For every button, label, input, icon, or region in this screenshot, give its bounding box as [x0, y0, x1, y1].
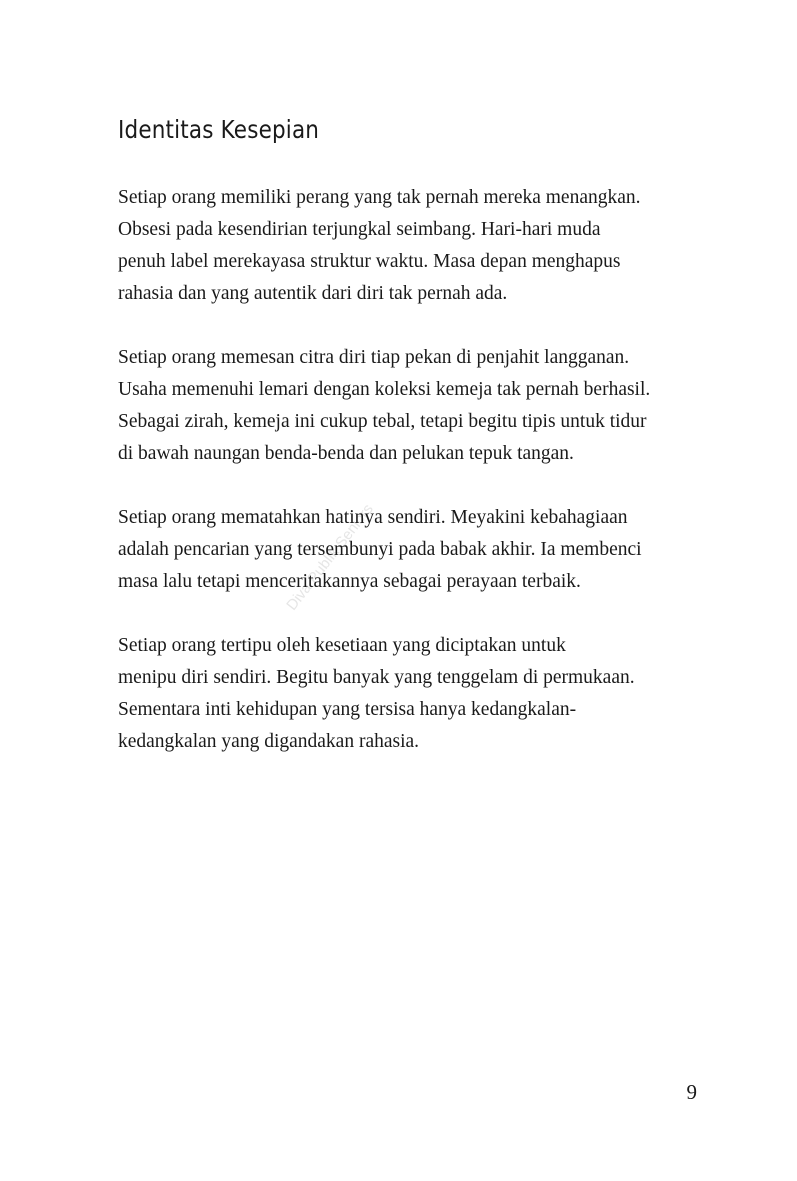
page-title: Identitas Kesepian [118, 115, 320, 144]
text-line: adalah pencarian yang tersembunyi pada babak akhir. Ia membenci [118, 539, 642, 560]
text-line: Setiap orang memiliki perang yang tak pernah mereka menangkan. [118, 187, 641, 208]
text-line: rahasia dan yang autentik dari diri tak pernah ada. [118, 283, 508, 304]
text-line: penuh label merekayasa struktur waktu. Masa depan menghapus [118, 251, 621, 272]
text-line: Setiap orang memesan citra diri tiap pekan di penjahit langganan. [118, 347, 630, 368]
text-line: Sebagai zirah, kemeja ini cukup tebal, tetapi begitu tipis untuk tidur [118, 411, 647, 432]
text-line: menipu diri sendiri. Begitu banyak yang tenggelam di permukaan. [118, 667, 635, 688]
text-line: Obsesi pada kesendirian terjungkal seimbang. Hari-hari muda [118, 219, 601, 240]
page-number: 9 [686, 1080, 697, 1104]
text-line: masa lalu tetapi menceritakannya sebagai perayaan terbaik. [118, 571, 581, 592]
text-line: Sementara inti kehidupan yang tersisa hanya kedangkalan- [118, 699, 577, 720]
text-line: Usaha memenuhi lemari dengan koleksi kemeja tak pernah berhasil. [118, 379, 651, 400]
text-line: di bawah naungan benda-benda dan pelukan tepuk tangan. [118, 443, 574, 464]
paragraph-2 [118, 342, 718, 470]
text-line: Setiap orang mematahkan hatinya sendiri. Meyakini kebahagiaan [118, 507, 628, 528]
text-line: Setiap orang tertipu oleh kesetiaan yang diciptakan untuk [118, 635, 566, 656]
poem-body [118, 182, 718, 790]
paragraph-4 [118, 630, 718, 758]
paragraph-3 [118, 502, 718, 598]
text-line: kedangkalan yang digandakan rahasia. [118, 731, 420, 752]
paragraph-1 [118, 182, 718, 310]
watermark: Diva Publik Seniors [283, 500, 377, 614]
